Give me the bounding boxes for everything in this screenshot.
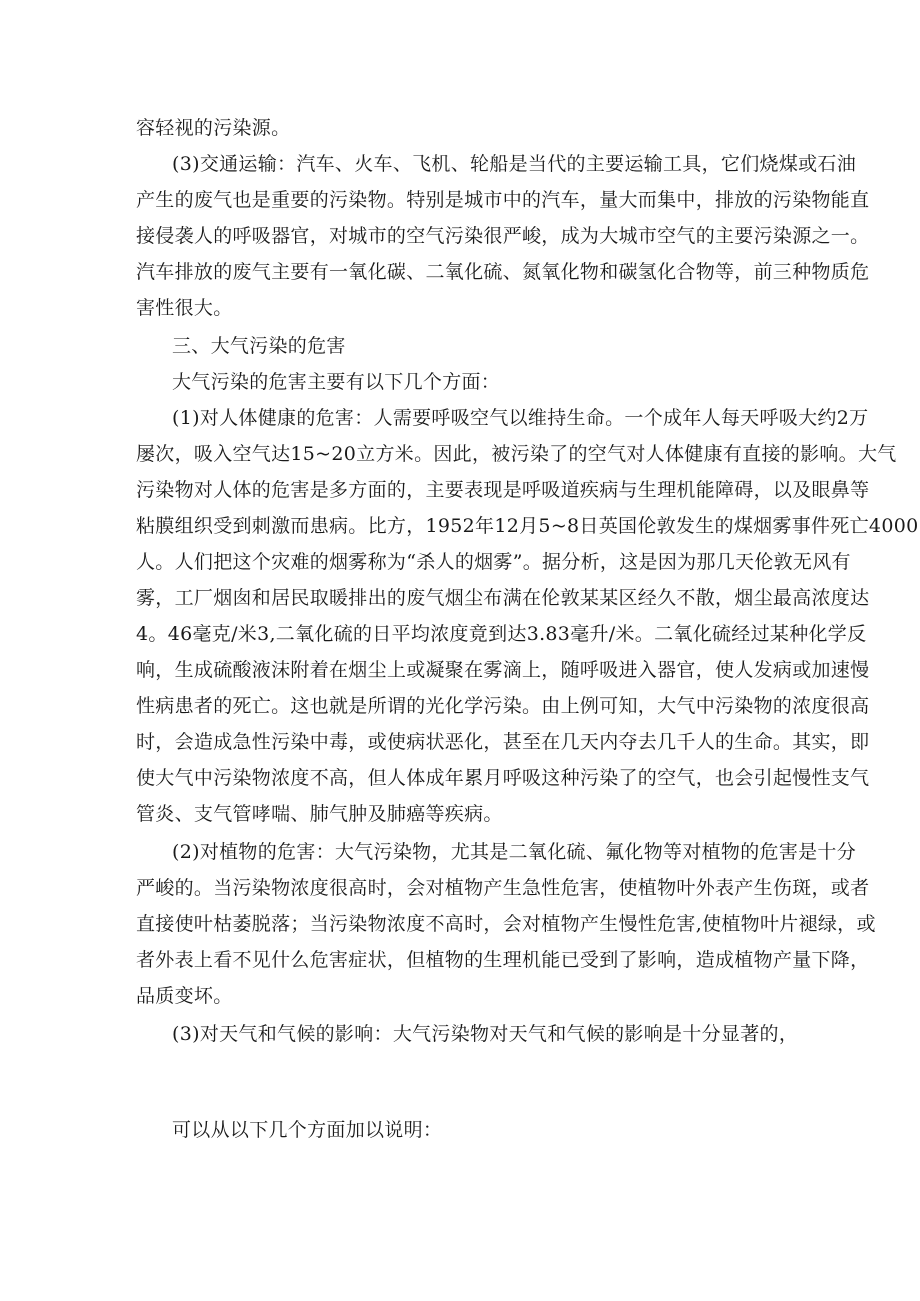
text-line: 严峻的。当污染物浓度很高时，会对植物产生急性危害，使植物叶外表产生伤斑，或者 — [136, 877, 870, 899]
text-line: 屡次，吸入空气达15~20立方米。因此，被污染了的空气对人体健康有直接的影响。大气 — [136, 443, 897, 465]
text-line: 4。46毫克/米3,二氧化硫的日平均浓度竟到达3.83毫升/米。二氧化硫经过某种化学反 — [136, 623, 867, 645]
text-line: 容轻视的污染源。 — [136, 117, 291, 139]
text-line: 时，会造成急性污染中毒，或使病状恶化，甚至在几天内夺去几千人的生命。其实，即 — [136, 731, 870, 753]
text-line: 直接使叶枯萎脱落；当污染物浓度不高时，会对植物产生慢性危害,使植物叶片褪绿，或 — [136, 913, 876, 935]
text-line: 大气污染的危害主要有以下几个方面： — [172, 371, 501, 393]
text-line: 使大气中污染物浓度不高，但人体成年累月呼吸这种污染了的空气，也会引起慢性支气 — [136, 767, 870, 789]
text-line: 接侵袭人的呼吸器官，对城市的空气污染很严峻，成为大城市空气的主要污染源之一。 — [136, 225, 870, 247]
text-line: 者外表上看不见什么危害症状，但植物的生理机能已受到了影响，造成植物产量下降， — [136, 949, 870, 971]
text-line: 人。人们把这个灾难的烟雾称为“杀人的烟雾”。据分析，这是因为那几天伦敦无风有 — [136, 551, 851, 573]
text-line: 可以从以下几个方面加以说明： — [172, 1119, 443, 1141]
text-line: 产生的废气也是重要的污染物。特别是城市中的汽车，量大而集中，排放的污染物能直 — [136, 189, 870, 211]
text-line: 性病患者的死亡。这也就是所谓的光化学污染。由上例可知，大气中污染物的浓度很高 — [136, 695, 870, 717]
text-line: 污染物对人体的危害是多方面的，主要表现是呼吸道疾病与生理机能障碍，以及眼鼻等 — [136, 479, 870, 501]
text-line: 害性很大。 — [136, 297, 233, 319]
text-line: (3)交通运输：汽车、火车、飞机、轮船是当代的主要运输工具，它们烧煤或石油 — [172, 153, 857, 175]
section-heading: 三、大气污染的危害 — [172, 335, 346, 357]
text-line: 响，生成硫酸液沫附着在烟尘上或凝聚在雾滴上，随呼吸进入器官，使人发病或加速慢 — [136, 659, 870, 681]
text-line: 雾，工厂烟囱和居民取暖排出的废气烟尘布满在伦敦某某区经久不散，烟尘最高浓度达 — [136, 587, 870, 609]
text-line: 粘膜组织受到刺激而患病。比方，1952年12月5~8日英国伦敦发生的煤烟雾事件死亡4000 — [136, 515, 919, 537]
text-line: 汽车排放的废气主要有一氧化碳、二氧化硫、氮氧化物和碳氢化合物等，前三种物质危 — [136, 261, 870, 283]
text-line: (3)对天气和气候的影响：大气污染物对天气和气候的影响是十分显著的， — [172, 1023, 799, 1045]
text-line: (2)对植物的危害：大气污染物，尤其是二氧化硫、氟化物等对植物的危害是十分 — [172, 841, 857, 863]
text-line: (1)对人体健康的危害：人需要呼吸空气以维持生命。一个成年人每天呼吸大约2万 — [172, 407, 869, 429]
text-line: 管炎、支气管哮喘、肺气肿及肺癌等疾病。 — [136, 803, 503, 825]
text-line: 品质变坏。 — [136, 985, 233, 1007]
